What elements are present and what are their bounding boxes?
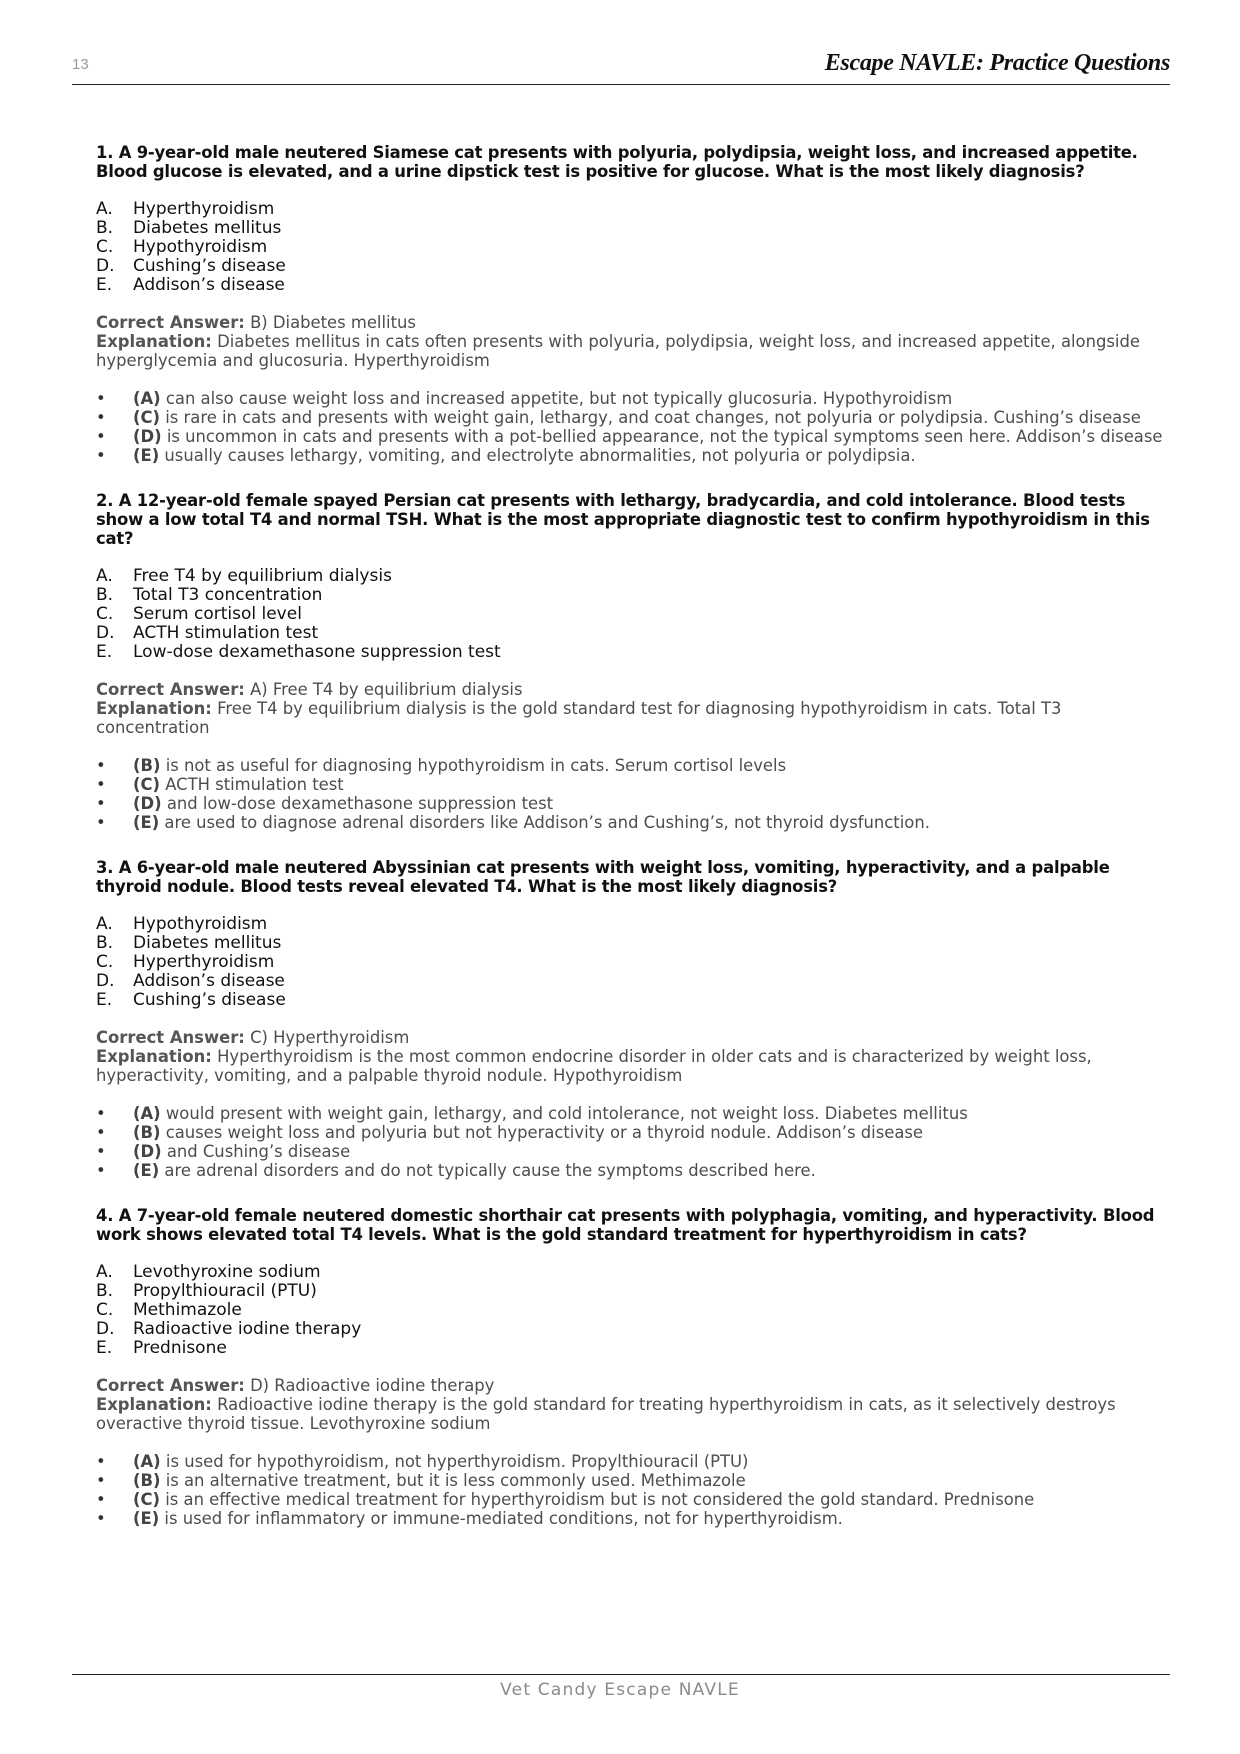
option-text: Serum cortisol level	[133, 604, 302, 624]
option-letter: A.	[96, 914, 113, 934]
option-e	[96, 643, 1171, 662]
option-letter: C.	[96, 1300, 114, 1320]
question-2	[96, 491, 1171, 832]
question-list	[96, 143, 1171, 1528]
running-title: Escape NAVLE: Practice Questions	[824, 50, 1170, 76]
distractor-note	[96, 446, 1171, 465]
option-text: Total T3 concentration	[133, 585, 323, 605]
explanation-text: Radioactive iodine therapy is the gold standard for treating hyperthyroidism in cats, as it selectively destroys overactive thyroid tissue. Levothyroxine sodium	[96, 1395, 1116, 1433]
option-b	[96, 934, 1171, 953]
note-text: can also cause weight loss and increased appetite, but not typically glucosuria. Hypothyroidism	[165, 389, 953, 408]
option-text: Levothyroxine sodium	[133, 1262, 321, 1282]
option-text: Methimazole	[133, 1300, 242, 1320]
option-letter: D.	[96, 256, 115, 276]
option-ref: (E)	[133, 446, 160, 465]
distractor-note	[96, 756, 1171, 775]
option-letter: C.	[96, 952, 114, 972]
option-ref: (C)	[133, 775, 161, 794]
explanation-label: Explanation:	[96, 1395, 212, 1414]
note-text: is rare in cats and presents with weight gain, lethargy, and coat changes, not polyuria or polydipsia. Cushing’s disease	[165, 408, 1141, 427]
note-text: and Cushing’s disease	[166, 1142, 351, 1161]
question-1	[96, 143, 1171, 465]
option-letter: B.	[96, 1281, 114, 1301]
distractor-note	[96, 1104, 1171, 1123]
correct-answer	[96, 1028, 1171, 1047]
note-text: causes weight loss and polyuria but not hyperactivity or a thyroid nodule. Addison’s disease	[165, 1123, 923, 1142]
note-text: is an effective medical treatment for hyperthyroidism but is not considered the gold standard. Prednisone	[165, 1490, 1035, 1509]
distractor-note	[96, 427, 1171, 446]
option-ref: (B)	[133, 1123, 161, 1142]
bullet-icon: •	[96, 756, 106, 775]
correct-answer-label: Correct Answer:	[96, 313, 245, 332]
page-number: 13	[72, 56, 89, 73]
bullet-icon: •	[96, 1104, 106, 1123]
explanation-text: Free T4 by equilibrium dialysis is the gold standard test for diagnosing hypothyroidism in cats. Total T3 concentration	[96, 699, 1062, 737]
note-text: is uncommon in cats and presents with a pot-bellied appearance, not the typical symptoms seen here. Addison’s disease	[166, 427, 1163, 446]
note-text: is used for inflammatory or immune-mediated conditions, not for hyperthyroidism.	[164, 1509, 843, 1528]
distractor-note	[96, 1123, 1171, 1142]
question-3	[96, 858, 1171, 1180]
distractor-notes	[96, 756, 1171, 832]
distractor-notes	[96, 389, 1171, 465]
option-letter: E.	[96, 642, 113, 662]
question-stem: 3. A 6-year-old male neutered Abyssinian cat presents with weight loss, vomiting, hyperactivity, and a palpable thyroid nodule. Blood tests reveal elevated T4. What is the most likely diagnosis?	[96, 858, 1110, 896]
answer-block	[96, 680, 1171, 737]
option-letter: C.	[96, 604, 114, 624]
note-text: ACTH stimulation test	[165, 775, 344, 794]
option-ref: (D)	[133, 1142, 162, 1161]
explanation-label: Explanation:	[96, 1047, 212, 1066]
option-d	[96, 1320, 1171, 1339]
note-text: is an alternative treatment, but it is less commonly used. Methimazole	[165, 1471, 746, 1490]
option-text: Addison’s disease	[133, 275, 285, 295]
option-c	[96, 953, 1171, 972]
option-ref: (E)	[133, 813, 160, 832]
distractor-note	[96, 1161, 1171, 1180]
option-letter: D.	[96, 623, 115, 643]
distractor-note	[96, 775, 1171, 794]
note-text: usually causes lethargy, vomiting, and electrolyte abnormalities, not polyuria or polydipsia.	[164, 446, 916, 465]
note-text: would present with weight gain, lethargy, and cold intolerance, not weight loss. Diabetes mellitus	[165, 1104, 968, 1123]
explanation	[96, 699, 1171, 737]
option-text: Low-dose dexamethasone suppression test	[133, 642, 501, 662]
question-4	[96, 1206, 1171, 1528]
option-d	[96, 257, 1171, 276]
option-text: Free T4 by equilibrium dialysis	[133, 566, 392, 586]
option-a	[96, 1263, 1171, 1282]
distractor-note	[96, 389, 1171, 408]
option-e	[96, 1339, 1171, 1358]
bullet-icon: •	[96, 389, 106, 408]
bullet-icon: •	[96, 1123, 106, 1142]
option-letter: D.	[96, 971, 115, 991]
option-ref: (A)	[133, 1452, 161, 1471]
option-ref: (B)	[133, 1471, 161, 1490]
explanation	[96, 332, 1171, 370]
option-letter: B.	[96, 218, 114, 238]
option-c	[96, 605, 1171, 624]
option-ref: (A)	[133, 389, 161, 408]
correct-answer-label: Correct Answer:	[96, 1028, 245, 1047]
option-ref: (A)	[133, 1104, 161, 1123]
bullet-icon: •	[96, 1471, 106, 1490]
option-text: Hyperthyroidism	[133, 199, 275, 219]
question-stem: 2. A 12-year-old female spayed Persian cat presents with lethargy, bradycardia, and cold intolerance. Blood tests show a low total T4 and normal TSH. What is the most appropriate diagnostic test to confirm hypothyroidism in this cat?	[96, 491, 1150, 548]
bullet-icon: •	[96, 775, 106, 794]
option-text: Diabetes mellitus	[133, 218, 282, 238]
correct-answer-value: B) Diabetes mellitus	[250, 313, 416, 332]
answer-options	[96, 1263, 1171, 1358]
option-text: Cushing’s disease	[133, 256, 286, 276]
distractor-note	[96, 813, 1171, 832]
distractor-notes	[96, 1104, 1171, 1180]
option-ref: (C)	[133, 408, 161, 427]
option-ref: (D)	[133, 794, 162, 813]
answer-block	[96, 1028, 1171, 1085]
option-letter: A.	[96, 199, 113, 219]
correct-answer-value: A) Free T4 by equilibrium dialysis	[250, 680, 523, 699]
explanation	[96, 1395, 1171, 1433]
note-text: is used for hypothyroidism, not hyperthyroidism. Propylthiouracil (PTU)	[165, 1452, 749, 1471]
option-letter: B.	[96, 585, 114, 605]
bullet-icon: •	[96, 794, 106, 813]
explanation-label: Explanation:	[96, 332, 212, 351]
answer-options	[96, 200, 1171, 295]
distractor-note	[96, 1471, 1171, 1490]
option-text: Hyperthyroidism	[133, 952, 275, 972]
bullet-icon: •	[96, 1161, 106, 1180]
bullet-icon: •	[96, 1142, 106, 1161]
option-letter: E.	[96, 275, 113, 295]
distractor-note	[96, 1509, 1171, 1528]
option-letter: A.	[96, 566, 113, 586]
option-ref: (E)	[133, 1161, 160, 1180]
option-text: Radioactive iodine therapy	[133, 1319, 362, 1339]
correct-answer-label: Correct Answer:	[96, 680, 245, 699]
distractor-notes	[96, 1452, 1171, 1528]
option-d	[96, 624, 1171, 643]
bullet-icon: •	[96, 1490, 106, 1509]
option-text: Hypothyroidism	[133, 914, 268, 934]
distractor-note	[96, 1142, 1171, 1161]
answer-options	[96, 567, 1171, 662]
distractor-note	[96, 794, 1171, 813]
correct-answer-value: C) Hyperthyroidism	[250, 1028, 410, 1047]
option-text: Propylthiouracil (PTU)	[133, 1281, 317, 1301]
option-text: Diabetes mellitus	[133, 933, 282, 953]
explanation-label: Explanation:	[96, 699, 212, 718]
option-letter: B.	[96, 933, 114, 953]
option-e	[96, 276, 1171, 295]
option-letter: D.	[96, 1319, 115, 1339]
option-letter: E.	[96, 1338, 113, 1358]
page-header	[72, 50, 1170, 85]
note-text: is not as useful for diagnosing hypothyroidism in cats. Serum cortisol levels	[165, 756, 787, 775]
answer-block	[96, 313, 1171, 370]
option-c	[96, 238, 1171, 257]
note-text: and low-dose dexamethasone suppression test	[166, 794, 554, 813]
option-ref: (B)	[133, 756, 161, 775]
distractor-note	[96, 408, 1171, 427]
explanation-text: Hyperthyroidism is the most common endocrine disorder in older cats and is characterized by weight loss, hyperactivity, vomiting, and a palpable thyroid nodule. Hypothyroidism	[96, 1047, 1092, 1085]
footer-rule	[72, 1674, 1170, 1675]
option-b	[96, 586, 1171, 605]
option-text: Cushing’s disease	[133, 990, 286, 1010]
correct-answer-value: D) Radioactive iodine therapy	[250, 1376, 495, 1395]
answer-block	[96, 1376, 1171, 1433]
bullet-icon: •	[96, 1509, 106, 1528]
note-text: are adrenal disorders and do not typically cause the symptoms described here.	[164, 1161, 816, 1180]
option-ref: (D)	[133, 427, 162, 446]
option-ref: (C)	[133, 1490, 161, 1509]
bullet-icon: •	[96, 813, 106, 832]
option-letter: E.	[96, 990, 113, 1010]
distractor-note	[96, 1490, 1171, 1509]
bullet-icon: •	[96, 1452, 106, 1471]
distractor-note	[96, 1452, 1171, 1471]
question-stem: 4. A 7-year-old female neutered domestic shorthair cat presents with polyphagia, vomiting, and hyperactivity. Blood work shows elevated total T4 levels. What is the gold standard treatment for hyperthyroidism in cats?	[96, 1206, 1155, 1244]
explanation-text: Diabetes mellitus in cats often presents with polyuria, polydipsia, weight loss, and increased appetite, alongside hyperglycemia and glucosuria. Hyperthyroidism	[96, 332, 1140, 370]
bullet-icon: •	[96, 408, 106, 427]
option-b	[96, 219, 1171, 238]
option-a	[96, 915, 1171, 934]
bullet-icon: •	[96, 427, 106, 446]
answer-options	[96, 915, 1171, 1010]
option-e	[96, 991, 1171, 1010]
option-text: ACTH stimulation test	[133, 623, 319, 643]
footer-text: Vet Candy Escape NAVLE	[500, 1680, 740, 1700]
question-stem: 1. A 9-year-old male neutered Siamese cat presents with polyuria, polydipsia, weight loss, and increased appetite. Blood glucose is elevated, and a urine dipstick test is positive for glucose. What is the most likely diagnosis?	[96, 143, 1138, 181]
option-a	[96, 567, 1171, 586]
bullet-icon: •	[96, 446, 106, 465]
option-c	[96, 1301, 1171, 1320]
option-letter: A.	[96, 1262, 113, 1282]
option-b	[96, 1282, 1171, 1301]
note-text: are used to diagnose adrenal disorders like Addison’s and Cushing’s, not thyroid dysfunction.	[164, 813, 930, 832]
option-text: Hypothyroidism	[133, 237, 268, 257]
correct-answer-label: Correct Answer:	[96, 1376, 245, 1395]
correct-answer	[96, 680, 1171, 699]
option-text: Prednisone	[133, 1338, 227, 1358]
option-d	[96, 972, 1171, 991]
correct-answer	[96, 1376, 1171, 1395]
correct-answer	[96, 313, 1171, 332]
option-text: Addison’s disease	[133, 971, 285, 991]
option-ref: (E)	[133, 1509, 160, 1528]
option-letter: C.	[96, 237, 114, 257]
explanation	[96, 1047, 1171, 1085]
option-a	[96, 200, 1171, 219]
